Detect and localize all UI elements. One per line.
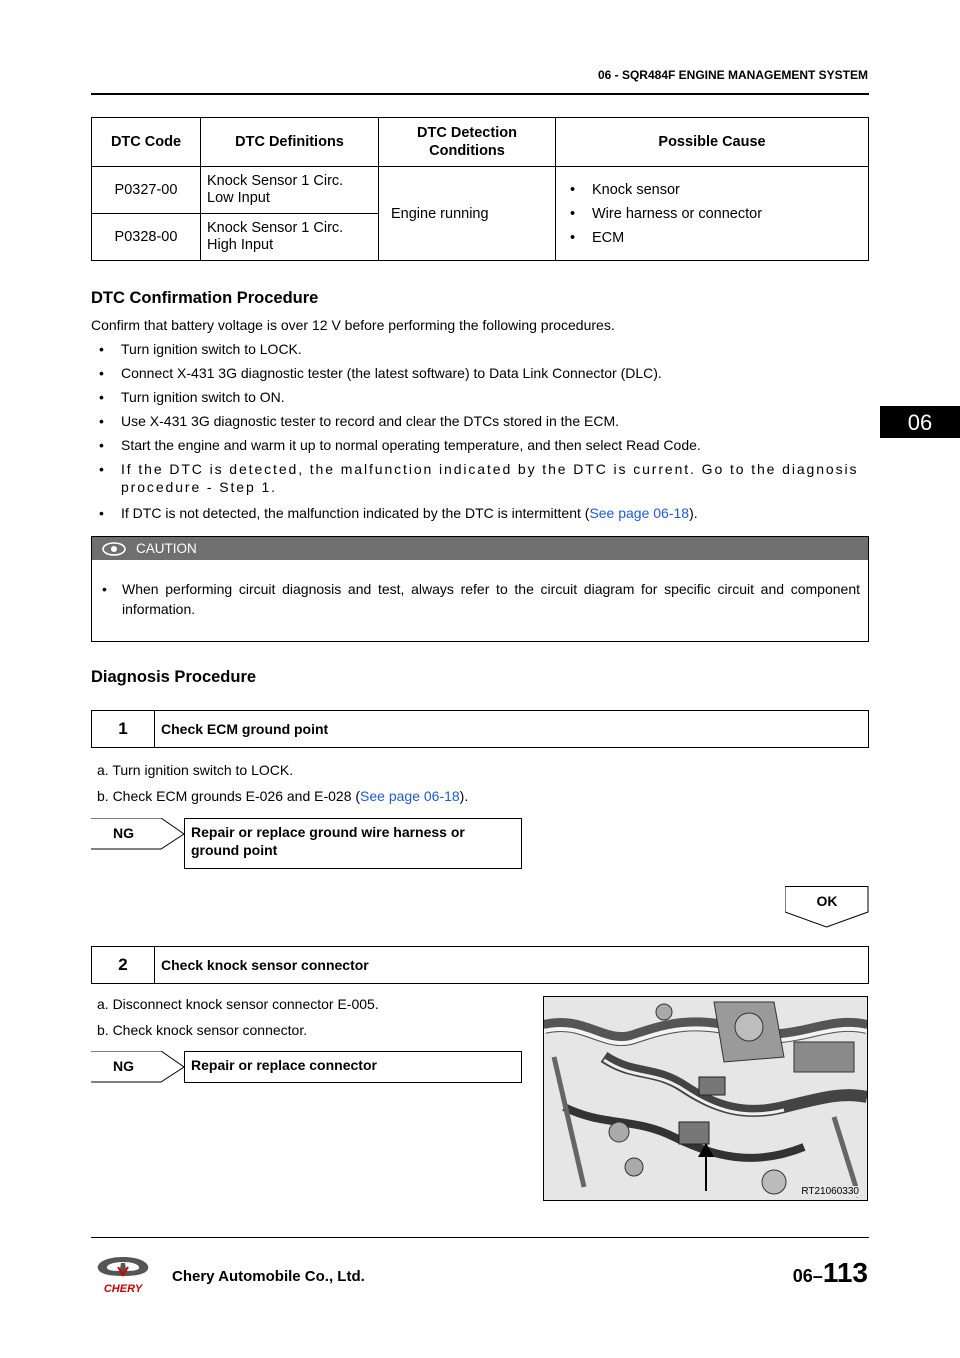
col-header-code: DTC Code: [92, 118, 201, 167]
step-number: 2: [92, 947, 155, 983]
col-header-conditions-text: DTC Detection Conditions: [417, 125, 517, 159]
cause-item: • Knock sensor: [562, 178, 862, 202]
step-title: Check knock sensor connector: [161, 957, 369, 973]
photo-code: RT21060330: [801, 1186, 859, 1197]
list-item: [91, 504, 869, 522]
see-page-link[interactable]: See page 06-18: [589, 505, 690, 521]
caution-text: • When performing circuit diagnosis and test, always refer to the circuit diagram for specific circuit and component information.: [100, 579, 860, 619]
list-item-text: If DTC is not detected, the malfunction indicated by the DTC is intermittent (: [121, 505, 590, 521]
confirmation-intro: Confirm that battery voltage is over 12 V before performing the following procedures.: [91, 317, 615, 333]
step-2-header: [91, 946, 869, 984]
page-num: 113: [822, 1257, 868, 1288]
list-item-text-end: ).: [689, 505, 698, 521]
see-page-link[interactable]: See page 06-18: [360, 788, 460, 804]
step-number: 1: [92, 711, 155, 747]
list-item: • If the DTC is detected, the malfunction indicated by the DTC is current. Go to the diagnosis procedure - Step 1.: [91, 460, 869, 496]
col-header-conditions: [379, 118, 556, 167]
eye-icon: [102, 542, 126, 556]
engine-photo: [543, 996, 868, 1201]
col-header-cause: Possible Cause: [556, 118, 869, 167]
instruction-line: a. Disconnect knock sensor connector E-005.: [97, 996, 379, 1012]
caution-header: [92, 537, 868, 560]
dtc-definition: Knock Sensor 1 Circ. High Input: [201, 214, 379, 261]
step-title: Check ECM ground point: [161, 721, 329, 737]
instruction-line: a. Turn ignition switch to LOCK.: [97, 762, 294, 778]
step-1-instructions: [97, 761, 468, 813]
section-tab[interactable]: 06: [880, 406, 960, 438]
ng-label: NG: [113, 1058, 134, 1074]
instruction-text-end: ).: [459, 788, 469, 804]
confirmation-steps: [91, 340, 869, 528]
section-heading-confirmation: DTC Confirmation Procedure: [91, 289, 319, 307]
caution-box: [91, 536, 869, 642]
instruction-text: b. Check ECM grounds E-026 and E-028 (: [97, 788, 361, 804]
dtc-code: P0327-00: [92, 167, 201, 214]
footer-rule: [91, 1237, 869, 1238]
ng-arrow-icon: [91, 1051, 186, 1083]
dtc-code: P0328-00: [92, 214, 201, 261]
page-number: [793, 1257, 868, 1289]
footer-company: Chery Automobile Co., Ltd.: [172, 1268, 365, 1285]
ng-label: NG: [113, 825, 134, 841]
chery-logo: [92, 1254, 154, 1298]
caution-title: CAUTION: [136, 541, 197, 556]
col-header-definitions: DTC Definitions: [201, 118, 379, 167]
instruction-line: [97, 787, 468, 805]
dtc-table: [91, 117, 869, 261]
cause-item: • Wire harness or connector: [562, 202, 862, 226]
dtc-condition: Engine running: [379, 167, 556, 261]
section-heading-diagnosis: Diagnosis Procedure: [91, 668, 257, 686]
ok-label: OK: [816, 893, 838, 909]
list-item: • Start the engine and warm it up to normal operating temperature, and then select Read Code.: [91, 436, 869, 454]
ng-action-box: Repair or replace ground wire harness or ground point: [184, 818, 522, 869]
page-prefix: 06–: [792, 1266, 823, 1286]
step-2-instructions: [97, 995, 379, 1047]
dtc-definition: Knock Sensor 1 Circ. Low Input: [201, 167, 379, 214]
dtc-causes: [556, 167, 869, 261]
list-item: • Connect X-431 3G diagnostic tester (the latest software) to Data Link Connector (DLC).: [91, 364, 869, 382]
logo-text: CHERY: [103, 1283, 143, 1295]
table-header-row: [92, 118, 869, 167]
engine-bay-illustration: [544, 997, 867, 1200]
instruction-line: b. Check knock sensor connector.: [97, 1022, 308, 1038]
ng-action-box: Repair or replace connector: [184, 1051, 522, 1083]
table-row: [92, 167, 869, 214]
list-item: • Turn ignition switch to LOCK.: [91, 340, 869, 358]
header-rule: [91, 93, 869, 95]
cause-item: • ECM: [562, 226, 862, 250]
step-1-header: [91, 710, 869, 748]
list-item: • Use X-431 3G diagnostic tester to record and clear the DTCs stored in the ECM.: [91, 412, 869, 430]
list-item: • Turn ignition switch to ON.: [91, 388, 869, 406]
header-title: 06 - SQR484F ENGINE MANAGEMENT SYSTEM: [597, 68, 868, 82]
ng-arrow-icon: [91, 818, 186, 850]
